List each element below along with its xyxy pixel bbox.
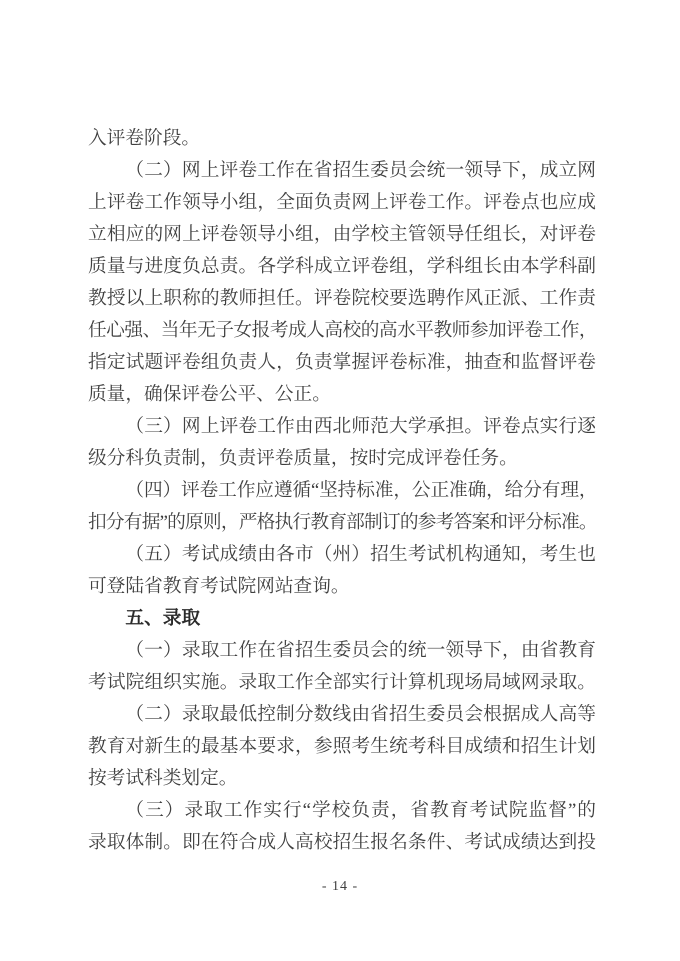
text-line: 立相应的网上评卷领导小组，由学校主管领导任组长，对评卷 <box>88 224 596 245</box>
text-line: 级分科负责制，负责评卷质量，按时完成评卷任务。 <box>88 448 518 469</box>
text-line: 入评卷阶段。 <box>88 128 201 149</box>
text-line: 任心强、当年无子女报考成人高校的高水平教师参加评卷工作， <box>88 320 596 341</box>
text-line: 扣分有据”的原则，严格执行教育部制订的参考答案和评分标准。 <box>88 512 596 533</box>
text-line: （二）网上评卷工作在省招生委员会统一领导下，成立网 <box>125 160 596 181</box>
text-line: 质量与进度负总责。各学科成立评卷组，学科组长由本学科副 <box>88 256 596 277</box>
text-line: 指定试题评卷组负责人，负责掌握评卷标准，抽查和监督评卷 <box>88 352 596 373</box>
text-line: （三）录取工作实行“学校负责，省教育考试院监督”的 <box>125 800 596 821</box>
text-line: 上评卷工作领导小组，全面负责网上评卷工作。评卷点也应成 <box>88 192 596 213</box>
text-line: 可登陆省教育考试院网站查询。 <box>88 576 350 597</box>
text-line: 录取体制。即在符合成人高校招生报名条件、考试成绩达到投 <box>88 832 596 853</box>
text-line: （四）评卷工作应遵循“坚持标准，公正准确，给分有理， <box>125 480 596 501</box>
text-line: 按考试科类划定。 <box>88 768 238 789</box>
section-heading: 五、录取 <box>125 608 201 629</box>
text-line: （五）考试成绩由各市（州）招生考试机构通知，考生也 <box>125 544 596 565</box>
text-line: 质量，确保评卷公平、公正。 <box>88 384 331 405</box>
page-number: - 14 - <box>321 879 359 894</box>
text-line: 考试院组织实施。录取工作全部实行计算机现场局域网录取。 <box>88 672 596 693</box>
text-line: （二）录取最低控制分数线由省招生委员会根据成人高等 <box>125 704 596 725</box>
document-body <box>88 123 596 859</box>
text-line: （三）网上评卷工作由西北师范大学承担。评卷点实行逐 <box>125 416 596 437</box>
text-line: （一）录取工作在省招生委员会的统一领导下，由省教育 <box>125 640 596 661</box>
text-line: 教授以上职称的教师担任。评卷院校要选聘作风正派、工作责 <box>88 288 596 309</box>
text-line: 教育对新生的最基本要求，参照考生统考科目成绩和招生计划 <box>88 736 596 757</box>
